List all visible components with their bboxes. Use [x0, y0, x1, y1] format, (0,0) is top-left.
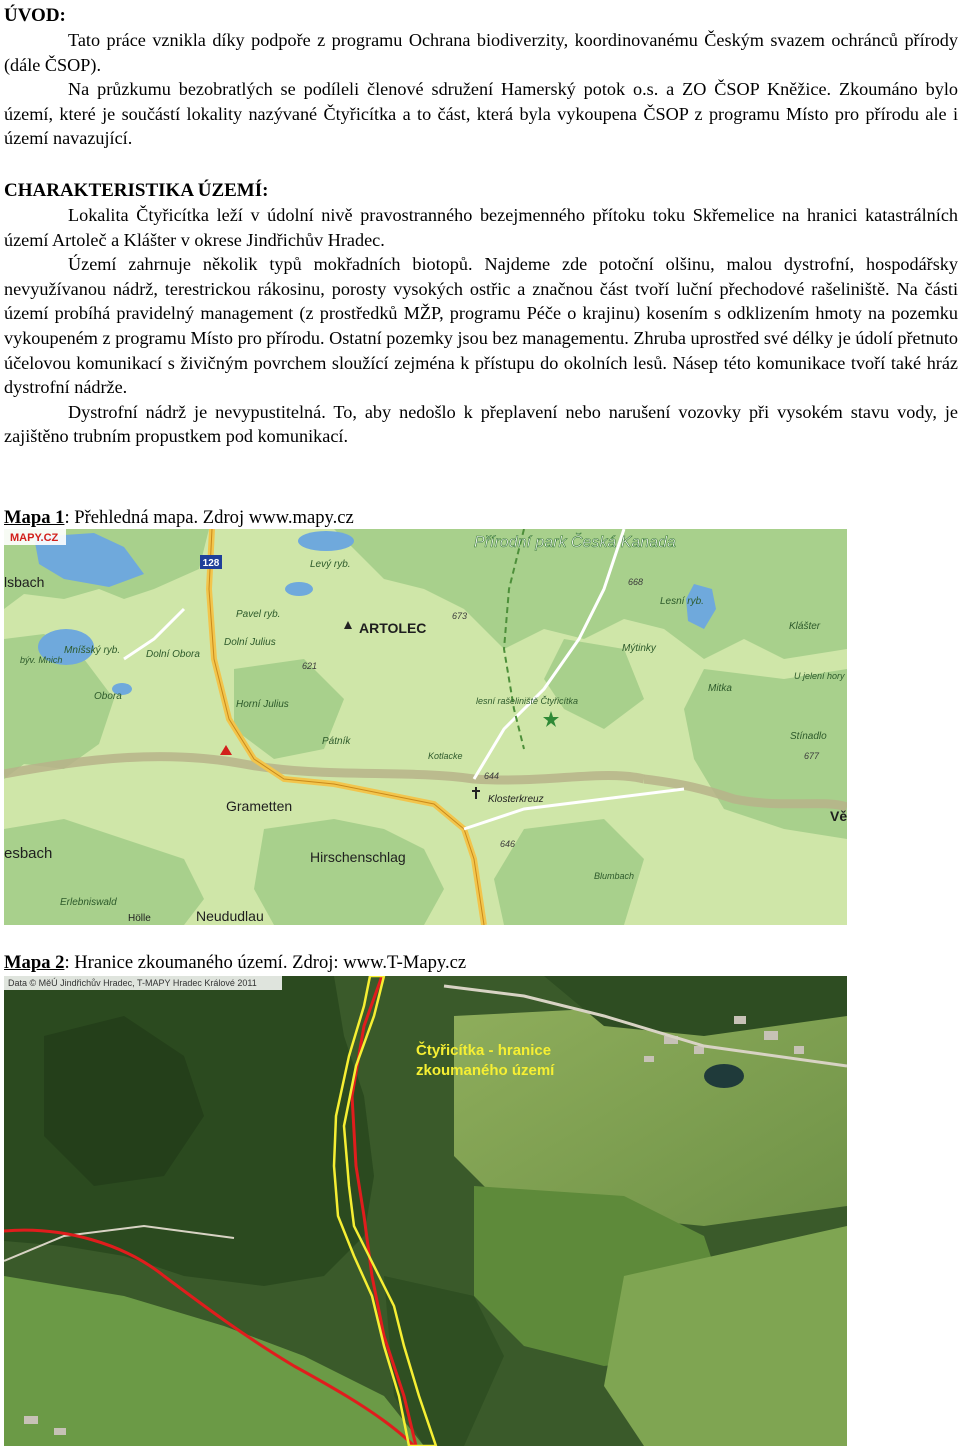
- map1-label-u-jeleni: U jelení hory: [794, 671, 845, 681]
- map1-label-byv-mnich: býv. Mnich: [20, 655, 63, 665]
- characteristics-heading: CHARAKTERISTIKA ÚZEMÍ:: [4, 180, 269, 201]
- map1-label-stinadlo: Stínadlo: [790, 731, 827, 742]
- map1-elevation-644: 644: [484, 771, 500, 781]
- map1-logo: MAPY.CZ: [10, 532, 59, 544]
- map1-label-levy: Levý ryb.: [310, 559, 351, 570]
- intro-paragraph-1: Tato práce vznikla díky podpoře z programu Ochrana biodiverzity, koordinovanému Českým svazem ochránců přírody (dále ČSOP).: [4, 30, 958, 75]
- map1-elevation-646: 646: [500, 839, 516, 849]
- map1-road-number: 128: [202, 558, 220, 569]
- map1-label-lesni-ryb: Lesní ryb.: [660, 596, 704, 607]
- map2-annotation-line1: Čtyřicítka - hranice: [416, 1042, 552, 1059]
- map1-label-ve: Vě: [830, 808, 847, 824]
- intro-heading: ÚVOD:: [4, 5, 66, 26]
- characteristics-paragraph-3: Dystrofní nádrž je nevypustitelná. To, aby nedošlo k přeplavení nebo narušení vozovky při vysokém stavu vody, je zajištěno trubním propustkem pod komunikací.: [4, 401, 958, 447]
- map1-label-dolni-obora: Dolní Obora: [146, 649, 200, 660]
- map1-label-horni-julius: Horní Julius: [236, 699, 289, 710]
- map1-label-park: Přírodní park Česká Kanada: [474, 534, 676, 551]
- map2-annotation-line2: zkoumaného území: [416, 1062, 555, 1079]
- map1-label-neududlau: Neududlau: [196, 908, 264, 924]
- map1-elevation-673: 673: [452, 611, 468, 621]
- map1-label-blumbach: Blumbach: [594, 871, 635, 881]
- map1-caption-label: Mapa 1: [4, 507, 65, 528]
- map1-image: [4, 529, 847, 925]
- map2-caption-label: Mapa 2: [4, 952, 65, 973]
- characteristics-paragraph-2: Území zahrnuje několik typů mokřadních biotopů. Najdeme zde potoční olšinu, malou dystrofní, hospodářsky nevyužívanou nádrž, terestrickou rákosinu, porosty vysokých ostřic a značnou část tvoří luční přechodové rašeliniště. Na části území probíhá pravidelný management (z prostředků MŽP, programu Péče o krajinu) kosením s odklizením hmoty na pozemku vykoupeném z programu Místo pro přírodu. Ostatní pozemky jsou bez managementu. Zhruba uprostřed své délky je údolí přetnuto účelovou komunikací s živičným povrchem sloužící zejména k přístupu do okolních lesů. Násep této komunikace tvoří také hráz dystrofní nádrže.: [4, 254, 958, 398]
- map2-copyright: Data © MěÚ Jindřichův Hradec, T-MAPY Hradec Králové 2011: [8, 978, 257, 988]
- map1-label-hoelle: Hölle: [128, 913, 151, 924]
- map1-label-artolec: ARTOLEC: [359, 620, 427, 636]
- map2-caption-text: : Hranice zkoumaného území. Zdroj: www.T-Mapy.cz: [64, 952, 467, 973]
- map1-label-mytinky: Mýtinky: [622, 643, 656, 654]
- map1-label-dolni-julius: Dolní Julius: [224, 637, 276, 648]
- characteristics-section: [4, 179, 958, 449]
- map1-label-obora: Obora: [94, 691, 122, 702]
- map1-label-mitka: Mitka: [708, 683, 732, 694]
- map1-elevation-677: 677: [804, 751, 820, 761]
- map1-label-esbach: esbach: [4, 845, 53, 862]
- map1-label-mnissky: Mníšský ryb.: [64, 645, 121, 656]
- map1-label-pavel: Pavel ryb.: [236, 609, 281, 620]
- map1-label-grametten: Grametten: [226, 798, 293, 814]
- characteristics-paragraph-1: Lokalita Čtyřicítka leží v údolní nivě pravostranného bezejmenného přítoku toku Skřemelice na hranici katastrálních území Artoleč a Klášter v okrese Jindřichův Hradec.: [4, 205, 958, 250]
- map1-label-klaster: Klášter: [789, 621, 821, 632]
- map1-label-klosterkreuz: Klosterkreuz: [488, 794, 544, 805]
- map1-label-patnik: Pátník: [322, 736, 351, 747]
- map2-pond: [704, 1064, 744, 1088]
- intro-section: [4, 4, 958, 151]
- map1-label-kotlacke: Kotlacke: [428, 751, 463, 761]
- map1-elevation-668: 668: [628, 577, 644, 587]
- intro-paragraph-2: Na průzkumu bezobratlých se podíleli členové sdružení Hamerský potok o.s. a ZO ČSOP Kněžice. Zkoumáno bylo území, které je součástí lokality nazývané Čtyřicítka a to část, která byla vykoupena ČSOP z programu Místo pro přírodu ale i území navazující.: [4, 79, 958, 149]
- map1-label-erlebniswald: Erlebniswald: [60, 897, 117, 908]
- map1-elevation-621: 621: [302, 661, 318, 671]
- map1-label-lsbach: lsbach: [4, 574, 45, 590]
- map1-caption: [4, 506, 354, 530]
- map1-label-hirschenschlag: Hirschenschlag: [310, 849, 406, 865]
- map2-caption: [4, 951, 466, 975]
- map1-label-lesni-raseliniste: lesní rašeliniště Čtyřicítka: [476, 696, 579, 706]
- map1-caption-text: : Přehledná mapa. Zdroj www.mapy.cz: [64, 507, 354, 528]
- map2-image: [4, 976, 847, 1446]
